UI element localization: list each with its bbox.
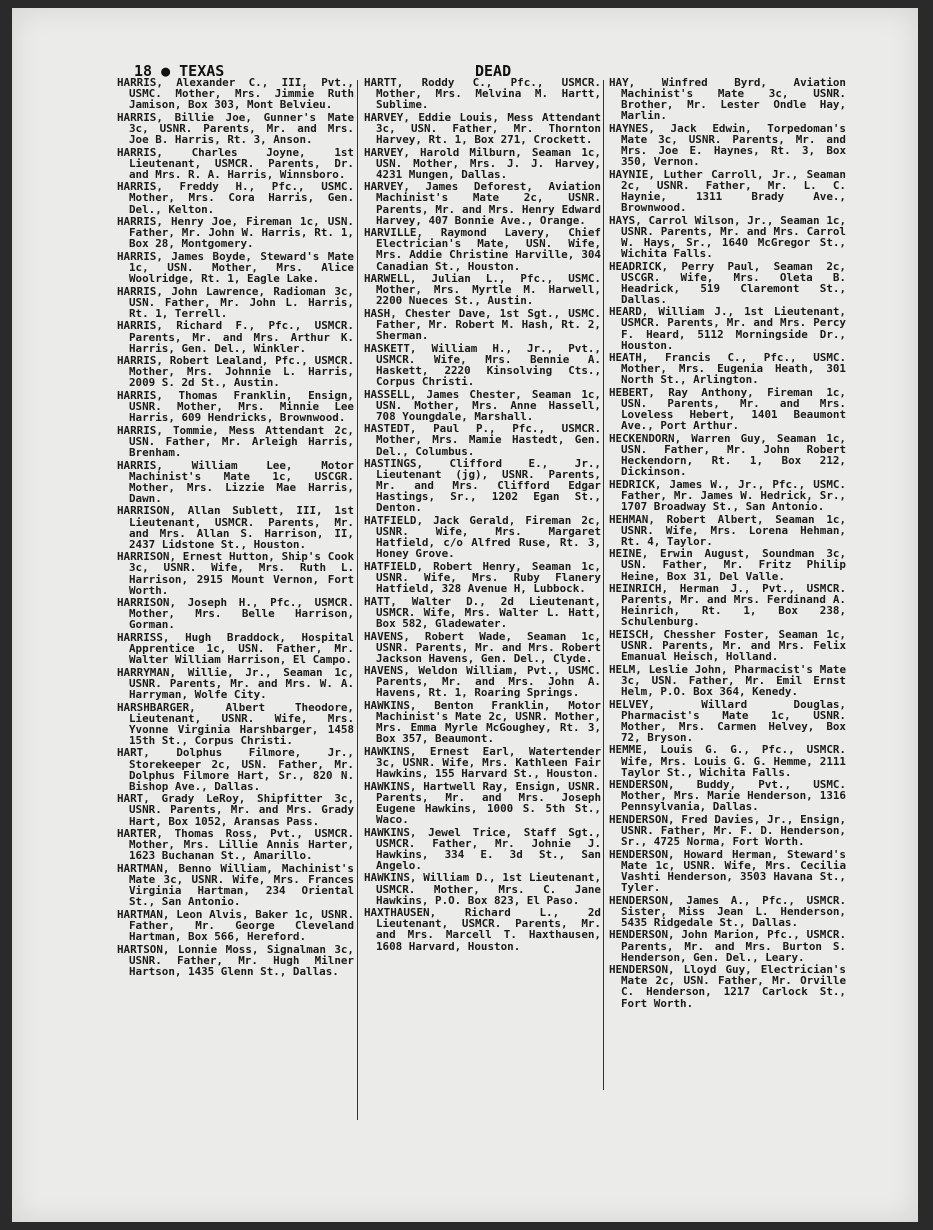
casualty-entry: HARRISON, Ernest Hutton, Ship's Cook 3c, USNR. Wife, Mrs. Ruth L. Harrison, 2915 Mount Vernon, Fort Worth.: [117, 550, 354, 597]
casualty-entry: HEINRICH, Herman J., Pvt., USMCR. Parents, Mr. and Mrs. Ferdinand A. Heinrich, Rt. 1, Box 238, Schulenburg.: [609, 582, 846, 629]
casualty-entry: HEADRICK, Perry Paul, Seaman 2c, USCGR. Wife, Mrs. Oleta B. Headrick, 519 Claremont St., Dallas.: [609, 259, 846, 306]
casualty-entry: HELM, Leslie John, Pharmacist's Mate 3c, USN. Father, Mr. Emil Ernst Helm, P.O. Box 364, Kenedy.: [609, 662, 846, 698]
column-1: [117, 77, 354, 1087]
casualty-entry: HEHMAN, Robert Albert, Seaman 1c, USNR. Wife, Mrs. Lorena Hehman, Rt. 4, Taylor.: [609, 512, 846, 548]
casualty-entry: HECKENDORN, Warren Guy, Seaman 1c, USN. Father, Mr. John Robert Heckendorn, Rt. 1, Box 212, Dickinson.: [609, 431, 846, 479]
casualty-entry: HENDERSON, Lloyd Guy, Electrician's Mate 2c, USN. Father, Mr. Orville C. Henderson, 1217 Carlock St., Fort Worth.: [609, 963, 846, 1010]
casualty-entry: HEBERT, Ray Anthony, Fireman 1c, USN. Parents, Mr. and Mrs. Loveless Hebert, 1401 Beaumont Ave., Port Arthur.: [609, 386, 846, 433]
casualty-entry: HASTINGS, Clifford E., Jr., Lieutenant (jg), USNR. Parents, Mr. and Mrs. Clifford Edgar Hastings, Sr., 1202 Egan St., Denton.: [364, 457, 601, 515]
column-divider: [357, 80, 358, 1120]
casualty-entry: HATFIELD, Robert Henry, Seaman 1c, USNR. Wife, Mrs. Ruby Flanery Hatfield, 328 Avenue H, Lubbock.: [364, 559, 601, 596]
casualty-entry: HARRIS, Thomas Franklin, Ensign, USNR. Mother, Mrs. Minnie Lee Harris, 609 Hendricks, Brownwood.: [117, 389, 354, 425]
casualty-entry: HENDERSON, Fred Davies, Jr., Ensign, USNR. Father, Mr. F. D. Henderson, Sr., 4725 Norma, Fort Worth.: [609, 813, 846, 849]
casualty-entry: HEISCH, Chessher Foster, Seaman 1c, USNR. Parents, Mr. and Mrs. Felix Emanual Heisch, Holland.: [609, 628, 846, 664]
casualty-entry: HARSHBARGER, Albert Theodore, Lieutenant, USNR. Wife, Mrs. Yvonne Virginia Harshbarger, 1458 15th St., Corpus Christi.: [117, 700, 354, 747]
casualty-entry: HAXTHAUSEN, Richard L., 2d Lieutenant, USMCR. Parents, Mr. and Mrs. Marcell T. Haxthausen, 1608 Harvard, Houston.: [364, 906, 601, 953]
casualty-entry: HARRIS, Richard F., Pfc., USMCR. Parents, Mr. and Mrs. Arthur K. Harris, Gen. Del., Winkler.: [117, 319, 354, 355]
casualty-entry: HASKETT, William H., Jr., Pvt., USMCR. Wife, Mrs. Bennie A. Haskett, 2220 Kinsolving Cts., Corpus Christi.: [364, 341, 601, 388]
casualty-entry: HAVENS, Weldon William, Pvt., USMC. Parents, Mr. and Mrs. John A. Havens, Rt. 1, Roaring Springs.: [364, 664, 601, 700]
casualty-entry: HART, Dolphus Filmore, Jr., Storekeeper 2c, USN. Father, Mr. Dolphus Filmore Hart, Sr., 820 N. Bishop Ave., Dallas.: [117, 746, 354, 793]
casualty-entry: HARRIS, Robert Lealand, Pfc., USMCR. Mother, Mrs. Johnnie L. Harris, 2009 S. 2d St., Austin.: [117, 354, 354, 390]
casualty-entry: HASTEDT, Paul P., Pfc., USMCR. Mother, Mrs. Mamie Hastedt, Gen. Del., Columbus.: [364, 422, 601, 458]
casualty-entry: HARRISON, Allan Sublett, III, 1st Lieutenant, USMCR. Parents, Mr. and Mrs. Allan S. Harrison, II, 2437 Lidstone St., Houston.: [117, 504, 354, 551]
casualty-entry: HAVENS, Robert Wade, Seaman 1c, USNR. Parents, Mr. and Mrs. Robert Jackson Havens, Gen. Del., Clyde.: [364, 629, 601, 665]
casualty-entry: HATT, Walter D., 2d Lieutenant, USMCR. Wife, Mrs. Walter L. Hatt, Box 582, Gladewater.: [364, 594, 601, 630]
casualty-entry: HARRIS, Tommie, Mess Attendant 2c, USN. Father, Mr. Arleigh Harris, Brenham.: [117, 423, 354, 459]
casualty-entry: HARVEY, James Deforest, Aviation Machinist's Mate 2c, USNR. Parents, Mr. and Mrs. Henry Edward Harvey, 407 Bonnie Ave., Orange.: [364, 180, 601, 227]
casualty-entry: HARRIS, Charles Joyne, 1st Lieutenant, USMCR. Parents, Dr. and Mrs. R. A. Harris, Winnsboro.: [117, 145, 354, 181]
casualty-entry: HARVEY, Eddie Louis, Mess Attendant 3c, USN. Father, Mr. Thornton Harvey, Rt. 1, Box 271, Crockett.: [364, 110, 601, 146]
casualty-entry: HARRIS, John Lawrence, Radioman 3c, USN. Father, Mr. John L. Harris, Rt. 1, Terrell.: [117, 284, 354, 320]
casualty-entry: HENDERSON, James A., Pfc., USMCR. Sister, Miss Jean L. Henderson, 5435 Ridgedale St., Dallas.: [609, 893, 846, 929]
casualty-entry: HARRISON, Joseph H., Pfc., USMCR. Mother, Mrs. Belle Harrison, Gorman.: [117, 596, 354, 632]
casualty-entry: HARWELL, Julian L., Pfc., USMC. Mother, Mrs. Myrtle M. Harwell, 2200 Nueces St., Austin.: [364, 272, 601, 308]
casualty-entry: HEATH, Francis C., Pfc., USMC. Mother, Mrs. Eugenia Heath, 301 North St., Arlington.: [609, 351, 846, 387]
casualty-entry: HEARD, William J., 1st Lieutenant, USMCR. Parents, Mr. and Mrs. Percy F. Heard, 5112 Morningside Dr., Houston.: [609, 305, 846, 352]
column-3: [609, 77, 846, 1087]
casualty-entry: HENDERSON, Buddy, Pvt., USMC. Mother, Mrs. Marie Henderson, 1316 Pennsylvania, Dallas.: [609, 778, 846, 814]
casualty-entry: HAWKINS, Hartwell Ray, Ensign, USNR. Parents, Mr. and Mrs. Joseph Eugene Hawkins, 1000 S. 5th St., Waco.: [364, 779, 601, 826]
casualty-entry: HEDRICK, James W., Jr., Pfc., USMC. Father, Mr. James W. Hedrick, Sr., 1707 Broadway St., San Antonio.: [609, 477, 846, 513]
column-divider: [603, 80, 604, 1090]
section-title: DEAD: [475, 62, 512, 80]
casualty-entry: HARTMAN, Benno William, Machinist's Mate 3c, USNR. Wife, Mrs. Frances Virginia Hartman, 234 Oriental St., San Antonio.: [117, 861, 354, 909]
casualty-entry: HARTT, Roddy C., Pfc., USMCR. Mother, Mrs. Melvina M. Hartt, Sublime.: [364, 77, 601, 112]
casualty-entry: HARVILLE, Raymond Lavery, Chief Electrician's Mate, USN. Wife, Mrs. Addie Christine Harville, 304 Canadian St., Houston.: [364, 226, 601, 273]
casualty-entry: HEINE, Erwin August, Soundman 3c, USN. Father, Mr. Fritz Philip Heine, Box 31, Del Valle.: [609, 547, 846, 583]
casualty-entry: HARRIS, Billie Joe, Gunner's Mate 3c, USNR. Parents, Mr. and Mrs. Joe B. Harris, Rt. 3, Anson.: [117, 110, 354, 146]
casualty-entry: HARTER, Thomas Ross, Pvt., USMCR. Mother, Mrs. Lillie Annis Harter, 1623 Buchanan St., Amarillo.: [117, 827, 354, 863]
casualty-entry: HARRIS, William Lee, Motor Machinist's Mate 1c, USCGR. Mother, Mrs. Lizzie Mae Harris, Dawn.: [117, 458, 354, 505]
casualty-entry: HASH, Chester Dave, 1st Sgt., USMC. Father, Mr. Robert M. Hash, Rt. 2, Sherman.: [364, 306, 601, 343]
casualty-entry: HEMME, Louis G. G., Pfc., USMCR. Wife, Mrs. Louis G. G. Hemme, 2111 Taylor St., Wichita Falls.: [609, 743, 846, 779]
casualty-entry: HART, Grady LeRoy, Shipfitter 3c, USNR. Parents, Mr. and Mrs. Grady Hart, Box 1052, Aransas Pass.: [117, 792, 354, 828]
casualty-entry: HAYNIE, Luther Carroll, Jr., Seaman 2c, USNR. Father, Mr. L. C. Haynie, 1311 Brady Ave., Brownwood.: [609, 167, 846, 215]
casualty-entry: HAWKINS, Jewel Trice, Staff Sgt., USMCR. Father, Mr. Johnie J. Hawkins, 334 E. 3d St., San Angelo.: [364, 825, 601, 872]
casualty-entry: HARRIS, James Boyde, Steward's Mate 1c, USN. Mother, Mrs. Alice Woolridge, Rt. 1, Eagle Lake.: [117, 249, 354, 286]
casualty-entry: HAWKINS, Ernest Earl, Watertender 3c, USNR. Wife, Mrs. Kathleen Fair Hawkins, 155 Harvard St., Houston.: [364, 744, 601, 781]
casualty-entry: HARRISS, Hugh Braddock, Hospital Apprentice 1c, USN. Father, Mr. Walter William Harrison, El Campo.: [117, 631, 354, 667]
casualty-entry: HARTMAN, Leon Alvis, Baker 1c, USNR. Father, Mr. George Cleveland Hartman, Box 566, Hereford.: [117, 907, 354, 943]
casualty-entry: HAY, Winfred Byrd, Aviation Machinist's Mate 3c, USNR. Brother, Mr. Lester Ondle Hay, Marlin.: [609, 77, 846, 123]
casualty-entry: HARRIS, Freddy H., Pfc., USMC. Mother, Mrs. Cora Harris, Gen. Del., Kelton.: [117, 180, 354, 216]
casualty-entry: HARRYMAN, Willie, Jr., Seaman 1c, USNR. Parents, Mr. and Mrs. W. A. Harryman, Wolfe City.: [117, 665, 354, 701]
casualty-entry: HASSELL, James Chester, Seaman 1c, USN. Mother, Mrs. Anne Hassell, 708 Youngdale, Marshall.: [364, 387, 601, 423]
casualty-entry: HARRIS, Alexander C., III, Pvt., USMC. Mother, Mrs. Jimmie Ruth Jamison, Box 303, Mont Belvieu.: [117, 77, 354, 112]
casualty-entry: HENDERSON, John Marion, Pfc., USMCR. Parents, Mr. and Mrs. Burton S. Henderson, Gen. Del., Leary.: [609, 928, 846, 964]
casualty-entry: HAWKINS, Benton Franklin, Motor Machinist's Mate 2c, USNR. Mother, Mrs. Emma Myrle McGoughey, Rt. 3, Box 357, Beaumont.: [364, 699, 601, 746]
casualty-entry: HELVEY, Willard Douglas, Pharmacist's Mate 1c, USNR. Mother, Mrs. Carmen Helvey, Box 72, Bryson.: [609, 697, 846, 744]
casualty-entry: HAYS, Carrol Wilson, Jr., Seaman 1c, USNR. Parents, Mr. and Mrs. Carrol W. Hays, Sr., 1640 McGregor St., Wichita Falls.: [609, 213, 846, 260]
casualty-entry: HARRIS, Henry Joe, Fireman 1c, USN. Father, Mr. John W. Harris, Rt. 1, Box 28, Montgomery.: [117, 215, 354, 251]
casualty-entry: HATFIELD, Jack Gerald, Fireman 2c, USNR. Wife, Mrs. Margaret Hatfield, c/o Alfred Ruse, Rt. 3, Honey Grove.: [364, 514, 601, 561]
casualty-entry: HAWKINS, William D., 1st Lieutenant, USMCR. Mother, Mrs. C. Jane Hawkins, P.O. Box 823, El Paso.: [364, 871, 601, 907]
page-number-state: 18 ● TEXAS: [134, 62, 225, 80]
casualty-entry: HARTSON, Lonnie Moss, Signalman 3c, USNR. Father, Mr. Hugh Milner Hartson, 1435 Glenn St., Dallas.: [117, 942, 354, 978]
column-2: [364, 77, 601, 1087]
casualty-entry: HAYNES, Jack Edwin, Torpedoman's Mate 3c, USNR. Parents, Mr. and Mrs. Joe E. Haynes, Rt. 3, Box 350, Vernon.: [609, 121, 846, 169]
casualty-entry: HENDERSON, Howard Herman, Steward's Mate 1c, USNR. Wife, Mrs. Cecilia Vashti Henderson, 3503 Havana St., Tyler.: [609, 847, 846, 895]
casualty-entry: HARVEY, Harold Milburn, Seaman 1c, USN. Mother, Mrs. J. J. Harvey, 4231 Mungen, Dallas.: [364, 145, 601, 181]
